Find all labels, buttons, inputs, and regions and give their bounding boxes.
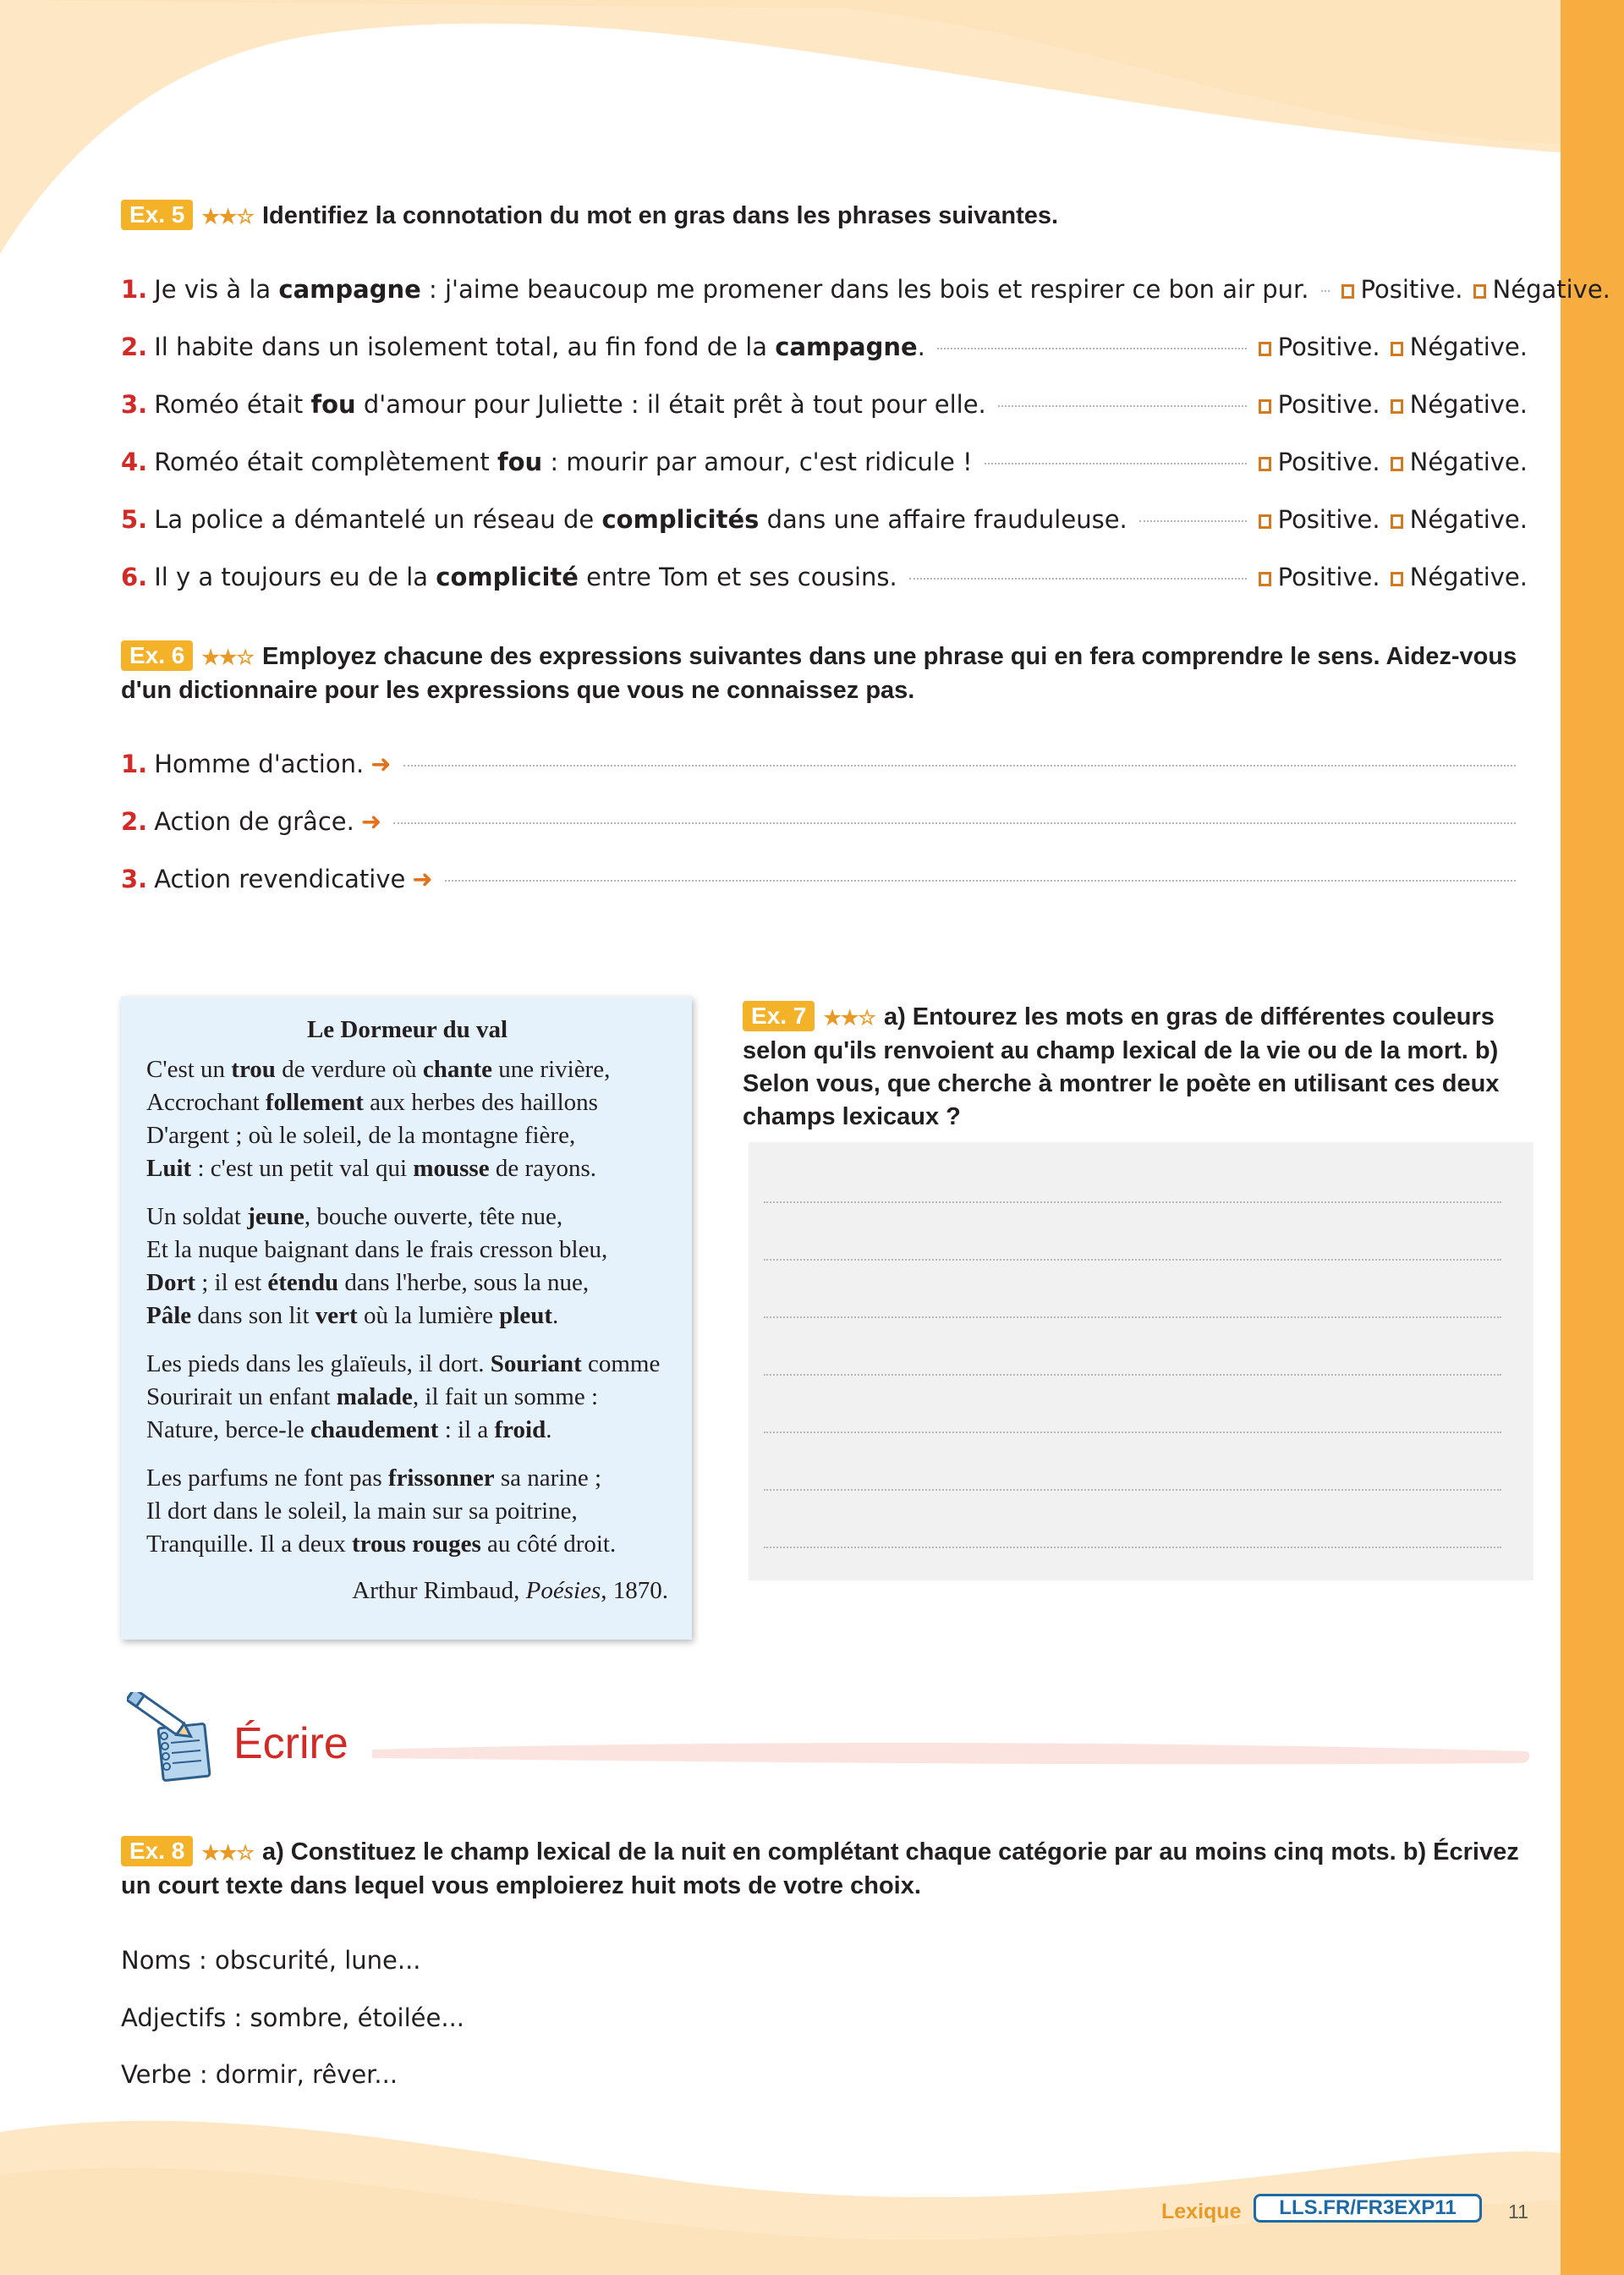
- poem-author: Arthur Rimbaud,: [352, 1577, 526, 1604]
- poem-text: Nature, berce-le: [146, 1416, 311, 1443]
- dotted-leader: [998, 405, 1247, 407]
- answer-line[interactable]: [393, 822, 1516, 824]
- option-label: Négative.: [1409, 505, 1528, 534]
- bold-word: pleut: [499, 1302, 553, 1329]
- item-sentence: [154, 330, 925, 364]
- keyword: fou: [497, 448, 543, 476]
- option-label: Positive.: [1277, 390, 1380, 419]
- item-number: 4.: [121, 448, 148, 476]
- bold-word: Pâle: [146, 1302, 192, 1329]
- item-number: 1.: [121, 750, 148, 778]
- sentence-text: Il y a toujours eu de la: [154, 563, 436, 591]
- poem-text: Tranquille. Il a deux: [146, 1530, 352, 1558]
- option-negative[interactable]: [1391, 503, 1528, 536]
- poem-line: [146, 1234, 668, 1267]
- checkbox-icon[interactable]: [1259, 572, 1271, 586]
- arrow-icon: ➜: [370, 750, 392, 778]
- bold-word: mousse: [413, 1155, 490, 1182]
- sentence-text: : mourir par amour, c'est ridicule !: [542, 448, 973, 476]
- item-sentence: [154, 272, 1309, 306]
- poem-text: sa narine ;: [494, 1464, 601, 1492]
- answer-line[interactable]: [403, 765, 1517, 767]
- poem-text: D'argent ; où le soleil, de la montagne fière,: [146, 1122, 576, 1149]
- bold-word: malade: [336, 1383, 413, 1410]
- item-number: 1.: [121, 275, 148, 304]
- poem-line: [146, 1348, 668, 1381]
- poem-line: [146, 1414, 668, 1447]
- poem-text: dans l'herbe, sous la nue,: [338, 1269, 590, 1296]
- sentence-text: d'amour pour Juliette : il était prêt à tout pour elle.: [355, 390, 986, 419]
- poem-source: [146, 1574, 668, 1607]
- poem-text: de verdure où: [275, 1056, 423, 1083]
- sentence-text: Roméo était complètement: [154, 448, 497, 476]
- bold-word: froid: [494, 1416, 546, 1443]
- checkbox-icon[interactable]: [1391, 514, 1403, 529]
- ex7-answer-area[interactable]: [749, 1142, 1533, 1580]
- option-negative[interactable]: [1473, 272, 1610, 306]
- checkbox-icon[interactable]: [1391, 572, 1403, 586]
- poem-text: comme: [581, 1350, 661, 1377]
- dotted-leader: [1139, 520, 1247, 522]
- ex6-item: [121, 805, 1528, 838]
- sentence-text: Il habite dans un isolement total, au fin fond de la: [154, 332, 776, 361]
- footer-link[interactable]: LLS.FR/FR3EXP11: [1254, 2194, 1482, 2223]
- poem-text: de rayons.: [489, 1155, 597, 1182]
- poem-text: au côté droit.: [480, 1530, 617, 1558]
- option-label: Positive.: [1360, 275, 1463, 304]
- ex5-item: [121, 560, 1528, 594]
- poem-text: : c'est un petit val qui: [191, 1155, 414, 1182]
- item-number: 3.: [121, 390, 148, 419]
- option-label: Positive.: [1277, 332, 1380, 361]
- keyword: fou: [310, 390, 356, 419]
- ex5-item: [121, 445, 1528, 479]
- poem-text: Accrochant: [146, 1089, 266, 1116]
- item-number: 6.: [121, 563, 148, 591]
- bold-word: étendu: [267, 1269, 339, 1296]
- arrow-icon: ➜: [412, 865, 433, 893]
- answer-line: [764, 1547, 1501, 1548]
- difficulty-stars-icon: ★★☆: [823, 1007, 875, 1030]
- bold-word: follement: [265, 1089, 364, 1116]
- poem-line: [146, 1053, 668, 1086]
- ex6-item: [121, 747, 1528, 781]
- ex8-line: Verbe : dormir, rêver...: [121, 2060, 398, 2089]
- sentence-text: Roméo était: [154, 390, 311, 419]
- poem-text: : il a: [438, 1416, 495, 1443]
- poem-text: Les pieds dans les glaïeuls, il dort.: [146, 1350, 491, 1377]
- difficulty-stars-icon: ★★☆: [201, 206, 254, 228]
- option-label: Positive.: [1277, 563, 1380, 591]
- option-positive[interactable]: [1259, 560, 1380, 594]
- ex7-instruction: a) Entourez les mots en gras de différentes couleurs selon qu'ils renvoient au champ lexical de la vie ou de la mort. b) Selon vous, que cherche à montrer le poète en utilisant ces deux champs lexicaux ?: [743, 1003, 1500, 1130]
- option-positive[interactable]: [1259, 445, 1380, 479]
- poem-line: [146, 1495, 668, 1528]
- item-number: 3.: [121, 865, 148, 893]
- poem-stanza: [146, 1348, 668, 1447]
- checkbox-icon[interactable]: [1473, 284, 1486, 299]
- ex5-item: [121, 272, 1610, 306]
- checkbox-icon[interactable]: [1391, 457, 1403, 471]
- poem-text: Les parfums ne font pas: [146, 1464, 388, 1492]
- expression-text: Action de grâce.: [154, 807, 354, 836]
- checkbox-icon[interactable]: [1341, 284, 1354, 299]
- poem-work: Poésies: [525, 1577, 601, 1604]
- ex6-instruction: Employez chacune des expressions suivantes dans une phrase qui en fera comprendre le sens. Aidez-vous d'un dictionnaire pour les expressions que vous ne connaissez pas.: [121, 643, 1517, 704]
- answer-line[interactable]: [445, 880, 1516, 882]
- option-label: Négative.: [1492, 275, 1610, 304]
- ex6-heading: [121, 640, 1528, 707]
- item-sentence: [154, 503, 1127, 536]
- poem-stanza: [146, 1201, 668, 1333]
- page-number: 11: [1508, 2201, 1528, 2223]
- ex5-item: [121, 503, 1528, 536]
- poem-title: Le Dormeur du val: [306, 1016, 508, 1043]
- poem-line: [146, 1462, 668, 1495]
- option-positive[interactable]: [1341, 272, 1463, 306]
- poem-line: [146, 1119, 668, 1152]
- ex8-line: Noms : obscurité, lune...: [121, 1946, 421, 1975]
- item-sentence: [154, 560, 897, 594]
- poem-body: [146, 1053, 668, 1561]
- poem-text: Et la nuque baignant dans le frais cresson bleu,: [146, 1236, 608, 1263]
- poem-line: [146, 1086, 668, 1119]
- answer-line: [764, 1259, 1501, 1261]
- bold-word: chante: [422, 1056, 493, 1083]
- ex5-instruction: Identifiez la connotation du mot en gras dans les phrases suivantes.: [261, 202, 1059, 229]
- keyword: complicités: [601, 505, 760, 534]
- sentence-text: Je vis à la: [154, 275, 279, 304]
- keyword: complicité: [436, 563, 579, 591]
- ex8-heading: [121, 1836, 1528, 1903]
- item-number: 5.: [121, 505, 148, 534]
- option-label: Positive.: [1277, 505, 1380, 534]
- checkbox-icon[interactable]: [1391, 399, 1403, 414]
- answer-line: [764, 1489, 1501, 1491]
- bold-word: vert: [315, 1302, 358, 1329]
- answer-line: [764, 1201, 1501, 1203]
- poem-text: où la lumière: [357, 1302, 500, 1329]
- option-label: Négative.: [1409, 563, 1528, 591]
- bold-word: chaudement: [310, 1416, 439, 1443]
- poem-line: [146, 1381, 668, 1414]
- poem-text: dans son lit: [191, 1302, 315, 1329]
- difficulty-stars-icon: ★★☆: [201, 1842, 254, 1865]
- checkbox-icon[interactable]: [1259, 514, 1271, 529]
- option-positive[interactable]: [1259, 387, 1380, 421]
- poem-text: , il fait un somme :: [412, 1383, 599, 1410]
- item-sentence: [154, 445, 972, 479]
- poem-line: [146, 1267, 668, 1300]
- bold-word: trous rouges: [351, 1530, 481, 1558]
- poem-text: Un soldat: [146, 1203, 248, 1230]
- ex8-badge: Ex. 8: [121, 1836, 193, 1866]
- ecrire-title: Écrire: [233, 1719, 348, 1768]
- bold-word: frissonner: [387, 1464, 495, 1492]
- ex6-item: [121, 862, 1528, 896]
- bold-word: Souriant: [490, 1350, 582, 1377]
- writing-notebook-icon: [127, 1692, 228, 1785]
- bold-word: Luit: [146, 1155, 192, 1182]
- option-label: Positive.: [1277, 448, 1380, 476]
- option-negative[interactable]: [1391, 445, 1528, 479]
- keyword: campagne: [775, 332, 918, 361]
- poem-text: ; il est: [195, 1269, 268, 1296]
- sentence-text: dans une affaire frauduleuse.: [759, 505, 1127, 534]
- poem-stanza: [146, 1053, 668, 1185]
- option-positive[interactable]: [1259, 330, 1380, 364]
- poem-text: .: [552, 1302, 559, 1329]
- bold-word: jeune: [247, 1203, 304, 1230]
- option-label: Négative.: [1409, 390, 1528, 419]
- sentence-text: entre Tom et ses cousins.: [578, 563, 897, 591]
- poem-text: aux herbes des haillons: [363, 1089, 598, 1116]
- answer-line: [764, 1316, 1501, 1318]
- checkbox-icon[interactable]: [1259, 457, 1271, 471]
- poem-year: , 1870.: [601, 1577, 668, 1604]
- ex5-item: [121, 387, 1528, 421]
- ex6-badge: Ex. 6: [121, 640, 193, 671]
- poem-text: C'est un: [146, 1056, 232, 1083]
- item-number: 2.: [121, 332, 148, 361]
- sentence-text: .: [917, 332, 925, 361]
- dotted-leader: [985, 463, 1247, 464]
- ex8-instruction: a) Constituez le champ lexical de la nuit en complétant chaque catégorie par au moins cinq mots. b) Écrivez un court texte dans lequel vous emploierez huit mots de votre choix.: [121, 1838, 1519, 1899]
- item-number: 2.: [121, 807, 148, 836]
- bold-word: Dort: [146, 1269, 195, 1296]
- item-sentence: [154, 387, 986, 421]
- expression-text: Action revendicative: [154, 865, 406, 893]
- keyword: campagne: [278, 275, 421, 304]
- dotted-leader: [909, 578, 1247, 580]
- option-negative[interactable]: [1391, 387, 1528, 421]
- bold-word: trou: [231, 1056, 276, 1083]
- checkbox-icon[interactable]: [1259, 399, 1271, 414]
- checkbox-icon[interactable]: [1391, 342, 1403, 356]
- poem-text: une rivière,: [492, 1056, 611, 1083]
- poem-line: [146, 1201, 668, 1234]
- sentence-text: : j'aime beaucoup me promener dans les bois et respirer ce bon air pur.: [420, 275, 1309, 304]
- footer-section: Lexique: [1161, 2200, 1242, 2223]
- poem-text: Il dort dans le soleil, la main sur sa poitrine,: [146, 1497, 578, 1525]
- poem-line: [146, 1528, 668, 1561]
- answer-line: [764, 1374, 1501, 1376]
- ex5-list: [121, 272, 1610, 594]
- option-label: Négative.: [1409, 448, 1528, 476]
- option-positive[interactable]: [1259, 503, 1380, 536]
- ex5-item: [121, 330, 1528, 364]
- poem-text: Sourirait un enfant: [146, 1383, 337, 1410]
- dotted-leader: [1321, 290, 1330, 292]
- ex6-list: [121, 747, 1528, 896]
- arrow-icon: ➜: [360, 807, 382, 836]
- answer-line: [764, 1431, 1501, 1433]
- option-label: Négative.: [1409, 332, 1528, 361]
- checkbox-icon[interactable]: [1259, 342, 1271, 356]
- poem-text: .: [546, 1416, 552, 1443]
- ex8-line: Adjectifs : sombre, étoilée...: [121, 2003, 465, 2032]
- poem-box: [121, 997, 692, 1640]
- ex5-badge: Ex. 5: [121, 200, 193, 230]
- poem-text: , bouche ouverte, tête nue,: [304, 1203, 563, 1230]
- ex5-heading: [121, 200, 1525, 234]
- ex7-heading: [743, 1001, 1528, 1134]
- sentence-text: La police a démantelé un réseau de: [154, 505, 602, 534]
- option-negative[interactable]: [1391, 330, 1528, 364]
- poem-stanza: [146, 1462, 668, 1561]
- poem-line: [146, 1152, 668, 1185]
- expression-text: Homme d'action.: [154, 750, 365, 778]
- poem-line: [146, 1300, 668, 1333]
- dotted-leader: [937, 348, 1247, 349]
- option-negative[interactable]: [1391, 560, 1528, 594]
- ex7-badge: Ex. 7: [743, 1001, 815, 1031]
- difficulty-stars-icon: ★★☆: [201, 646, 254, 669]
